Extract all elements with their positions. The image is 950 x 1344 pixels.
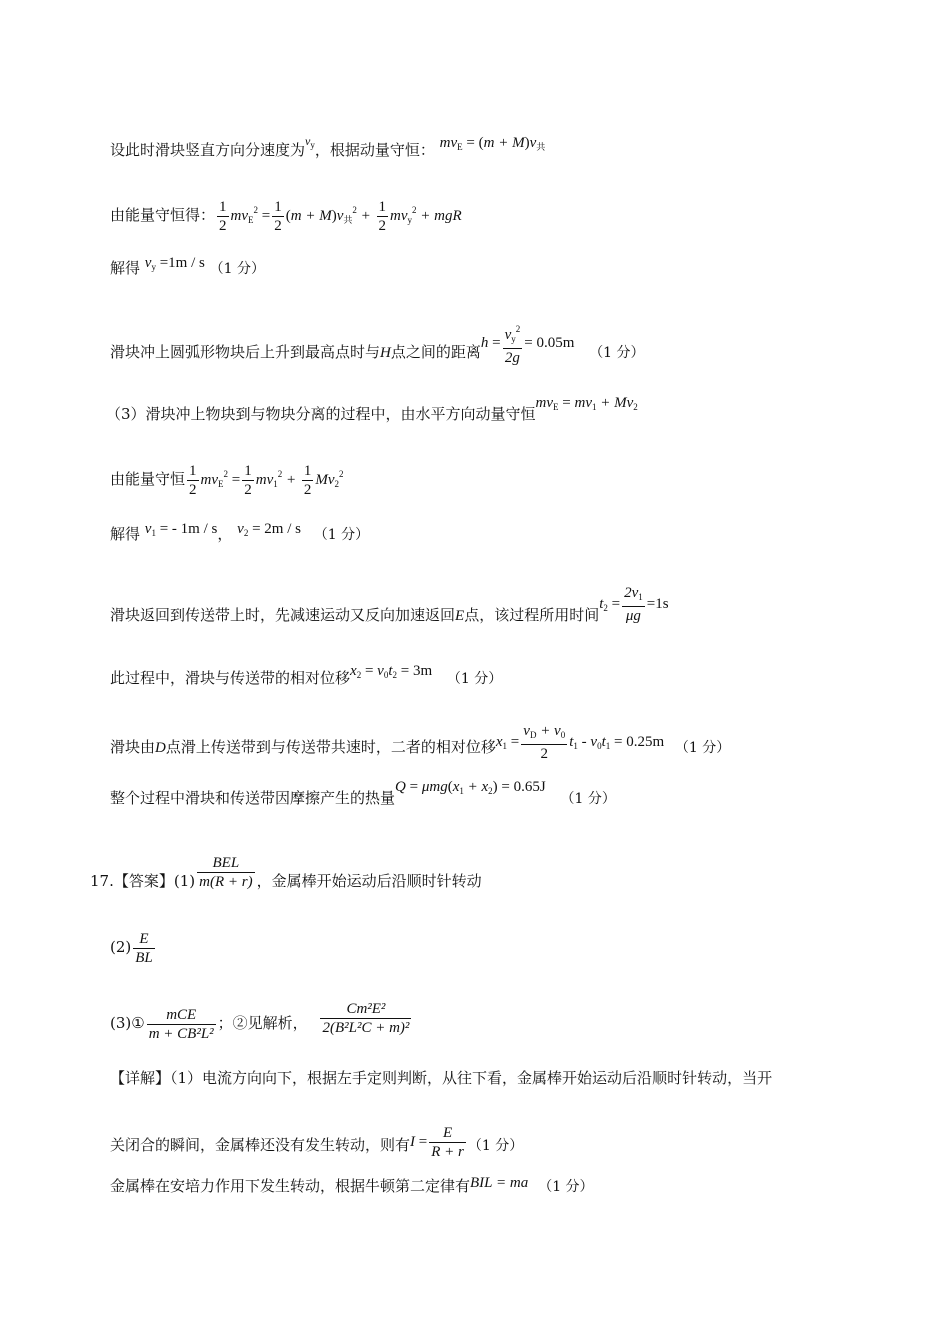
x1-value: = 0.25m xyxy=(613,733,665,750)
line-return-time xyxy=(110,585,890,637)
answer-2-fraction xyxy=(131,931,157,966)
text: 滑块冲上圆弧形物块后上升到最高点时与 xyxy=(110,342,381,361)
text: 滑块由 xyxy=(110,737,156,756)
a3-den: m + CB²L² xyxy=(148,1026,214,1042)
line-displacement-2 xyxy=(110,663,890,693)
answer-3-fraction xyxy=(145,1007,218,1042)
line-energy-2 xyxy=(110,462,890,499)
q17-answer-2 xyxy=(110,930,890,967)
a1-num: BEL xyxy=(197,854,254,873)
detail-tag: 【详解】 xyxy=(110,1069,171,1087)
score: （1 分） xyxy=(446,671,503,687)
point-E: E xyxy=(455,607,465,624)
text: (1) xyxy=(173,871,196,890)
q17-answer-3 xyxy=(110,1001,890,1043)
text: 整个过程中滑块和传送带因摩擦产生的热量 xyxy=(110,789,396,807)
line-solve-v xyxy=(110,521,890,549)
vy-symbol: vy xyxy=(305,134,315,150)
current-equation: I = $\frac{E}{R + r}$ xyxy=(410,1125,464,1160)
text: 由能量守恒 xyxy=(110,469,186,488)
detail-line-1 xyxy=(110,1068,890,1088)
I-den: R + r xyxy=(431,1144,464,1160)
text: 此过程中，滑块与传送带的相对位移 xyxy=(110,669,351,687)
momentum-horizontal: $mv_E = mv_1 + Mv_2$ xyxy=(535,395,638,412)
text: 解得 xyxy=(110,525,141,543)
x2-value: = 3m xyxy=(400,663,433,679)
x2-equation: $x_2 = v_0t_2 = 3m$ xyxy=(350,663,433,680)
text: 解得 xyxy=(110,259,141,277)
height-value: = 0.05m xyxy=(524,334,575,351)
text: 点滑上传送带到与传送带共速时，二者的相对位移 xyxy=(165,737,496,756)
text: （1）电流方向向下，根据左手定则判断，从往下看，金属棒开始运动后沿顺时针转动，当开 xyxy=(170,1069,773,1087)
detail-line-2 xyxy=(110,1125,890,1165)
text: 点，该过程所用时间 xyxy=(464,605,600,624)
x1-equation: $x_1$ = $\frac{v_D + v_0}{2}$ $t_1 - v_0t_1 = 0.25m$ xyxy=(495,723,665,762)
score: （1 分） xyxy=(209,261,265,277)
energy-equation: $\frac{1}{2}$ $mv_E^2$ = $\frac{1}{2}$ $(m + M)v_共^2$ + $\frac{1}{2}$ $mv_y^2$ + mgR xyxy=(219,199,462,234)
score: （1 分） xyxy=(589,344,645,361)
vy-value: =1m / s xyxy=(159,255,205,271)
heat-equation: $Q = \mu mg(x_1 + x_2) = 0.65J$ xyxy=(395,779,546,796)
line-height xyxy=(110,324,890,377)
text: (3)① xyxy=(110,1013,145,1032)
score: （1 分） xyxy=(313,527,370,543)
a4-den: 2(B²L²C + m)² xyxy=(322,1020,410,1036)
height-equation: h = $\frac{v_y^2}{2g}$ = 0.05m xyxy=(481,335,575,351)
line-energy-1 xyxy=(110,198,890,235)
line-part3 xyxy=(106,395,890,429)
energy-equation-2: $\frac{1}{2}$ $mv_E^2$ = $\frac{1}{2}$ $mv_1^2$ + $\frac{1}{2}$ $Mv_2^2$ xyxy=(189,463,344,498)
text: 金属棒在安培力作用下发生转动，根据牛顿第二定律有 xyxy=(110,1177,471,1195)
text: 设此时滑块竖直方向分速度为 xyxy=(110,141,306,159)
text: 点之间的距离 xyxy=(390,342,481,361)
answer-tag: 【答案】 xyxy=(113,871,174,890)
v2-value: = 2m / s xyxy=(252,521,301,537)
text: 由能量守恒得： xyxy=(110,205,216,224)
text: ；②见解析， xyxy=(217,1013,308,1032)
score: （1 分） xyxy=(538,1179,594,1195)
v1-value: = - 1m / s xyxy=(159,521,218,537)
momentum-equation: $mv_E = (m + M)v_共$ xyxy=(439,135,546,152)
detail-line-3 xyxy=(110,1176,890,1197)
a2-num: E xyxy=(133,930,155,949)
line-solve-vy xyxy=(110,255,890,283)
v2-result: $v_2 = 2m / s$ xyxy=(237,521,301,538)
time-value: =1s xyxy=(646,595,669,612)
point-H: H xyxy=(380,344,391,361)
text: 滑块返回到传送带上时，先减速运动又反向加速返回 xyxy=(110,605,456,624)
newton-equation: BIL = ma xyxy=(470,1175,529,1191)
a3-num: mCE xyxy=(147,1006,216,1025)
text: （3）滑块冲上物块到与物块分离的过程中，由水平方向动量守恒 xyxy=(106,405,536,423)
text: ，根据动量守恒： xyxy=(314,141,435,159)
vy-result: $v_y =1m / s$ xyxy=(144,255,205,272)
v1-result: $v_1$ = - 1m / s xyxy=(144,521,218,538)
score: （1 分） xyxy=(467,1137,524,1154)
I-num: E xyxy=(429,1124,466,1143)
answer-4-fraction xyxy=(318,1001,413,1036)
time-equation: $t_2$ = $\frac{2v_1}{\mu g}$ =1s xyxy=(599,585,669,624)
line-momentum-vertical xyxy=(110,134,890,165)
score: （1 分） xyxy=(674,739,731,756)
score: （1 分） xyxy=(560,791,616,807)
answer-1-fraction xyxy=(195,855,256,890)
a4-num: Cm²E² xyxy=(320,1000,411,1019)
q17-answer-1 xyxy=(90,855,890,901)
point-D: D xyxy=(155,739,166,756)
text: ，金属棒开始运动后沿顺时针转动 xyxy=(256,871,482,890)
a2-den: BL xyxy=(135,950,153,966)
text: (2) xyxy=(110,937,132,956)
question-number: 17. xyxy=(90,871,114,890)
line-heat xyxy=(110,779,890,813)
a1-den: m(R + r) xyxy=(199,874,253,890)
line-displacement-1 xyxy=(110,723,890,769)
text: ， xyxy=(217,525,233,543)
text: 关闭合的瞬间，金属棒还没有发生转动，则有 xyxy=(110,1135,411,1154)
